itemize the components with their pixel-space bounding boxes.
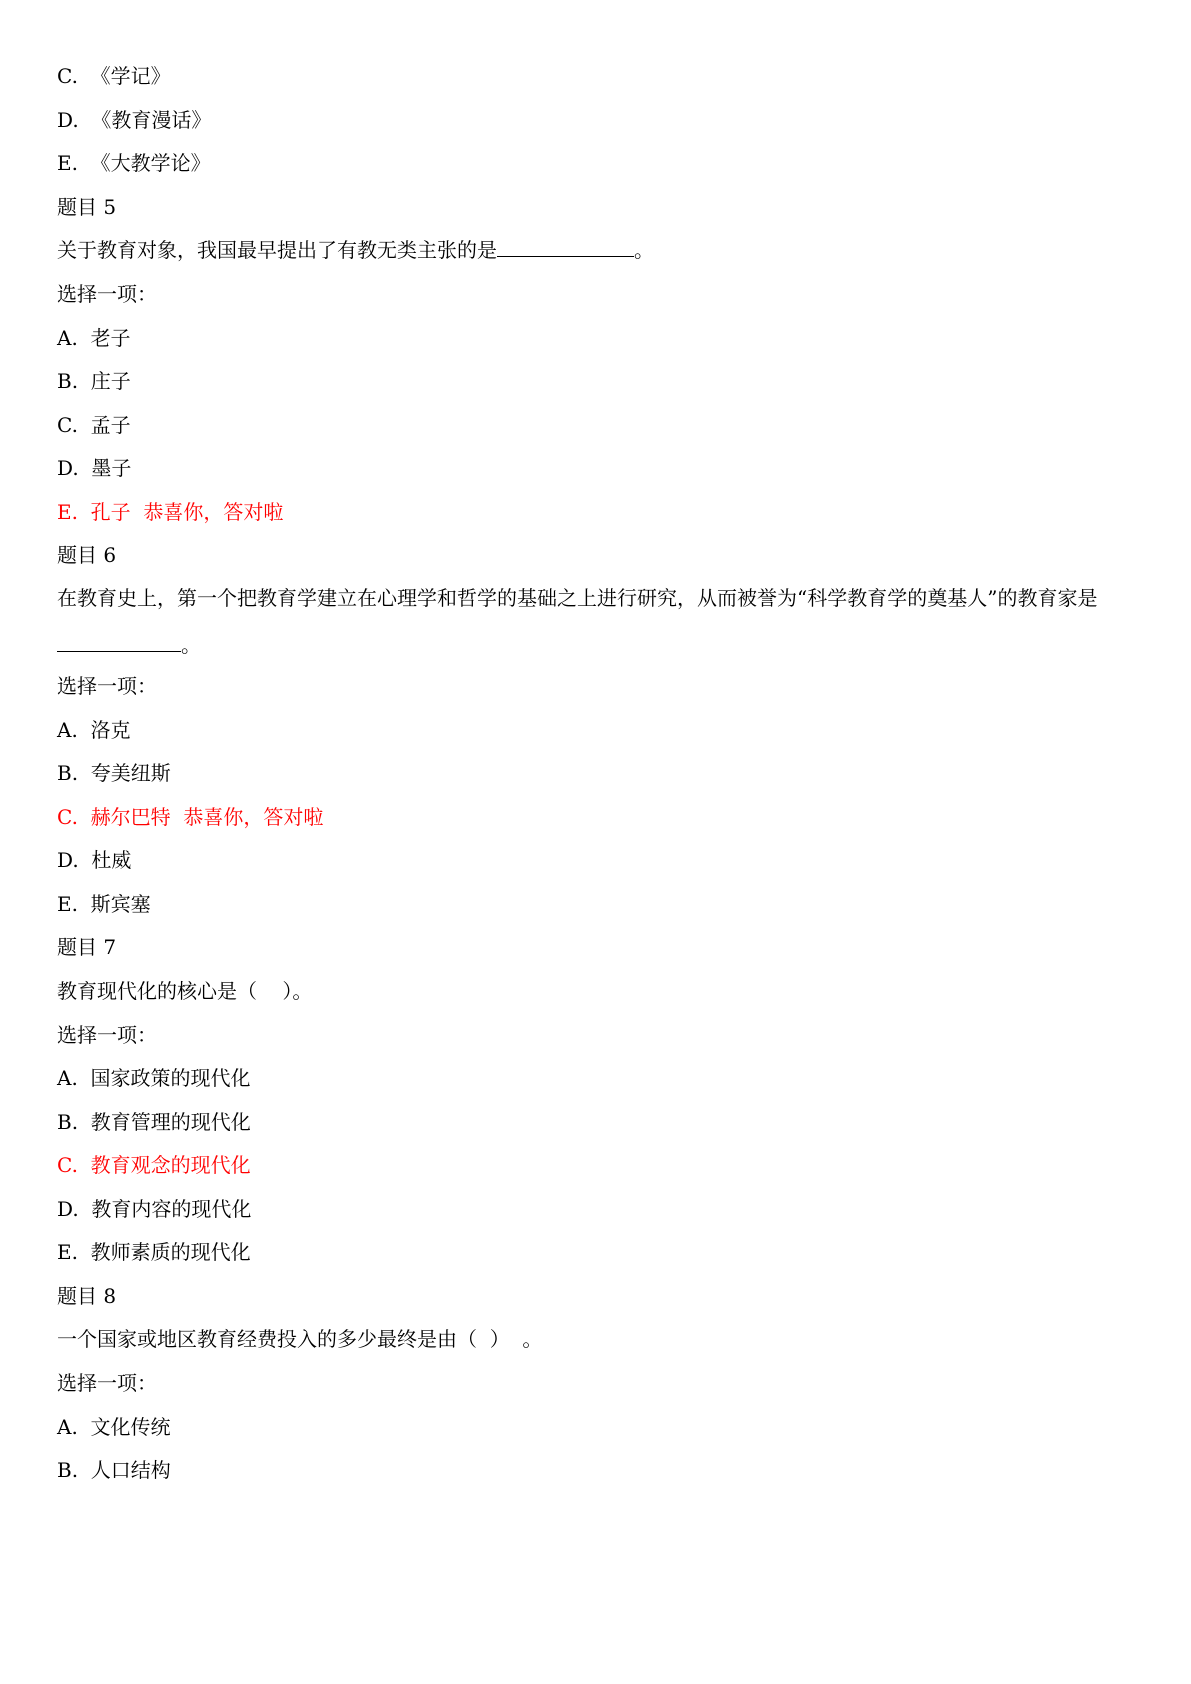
option-b: B. 庄子 (57, 369, 131, 393)
option-c-correct: C. 教育观念的现代化 (57, 1153, 251, 1177)
option-e: E. 教师素质的现代化 (57, 1240, 251, 1264)
option-b: B. 教育管理的现代化 (57, 1110, 251, 1134)
choose-one-label: 选择一项： (57, 674, 157, 698)
option-c-correct: C. 赫尔巴特 恭喜你，答对啦 (57, 805, 324, 829)
choose-one-label: 选择一项： (57, 282, 157, 306)
question-6-stem: 在教育史上，第一个把教育学建立在心理学和哲学的基础之上进行研究，从而被誉为“科学教育学的奠基人”的教育家是 (57, 586, 1098, 610)
question-7-heading: 题目 7 (57, 935, 117, 959)
option-d-jiaoyumanhua: D. 《教育漫话》 (57, 108, 212, 132)
question-8-heading: 题目 8 (57, 1284, 117, 1308)
option-d: D. 杜威 (57, 848, 132, 872)
option-a: A. 文化传统 (57, 1415, 171, 1439)
choose-one-label: 选择一项： (57, 1023, 157, 1047)
option-d: D. 教育内容的现代化 (57, 1197, 252, 1221)
option-c: C. 孟子 (57, 413, 131, 437)
option-a: A. 老子 (57, 326, 131, 350)
question-5-heading: 题目 5 (57, 195, 117, 219)
option-c-xueji: C. 《学记》 (57, 64, 171, 88)
answer-blank (497, 238, 634, 257)
question-6-end: 。 (181, 633, 201, 657)
question-5-end: 。 (634, 238, 654, 262)
question-7-text: 教育现代化的核心是（ ）。 (57, 979, 313, 1003)
option-e-dajiaoxuelun: E. 《大教学论》 (57, 151, 211, 175)
option-a: A. 国家政策的现代化 (57, 1066, 251, 1090)
question-5-text (57, 238, 654, 262)
answer-blank (57, 633, 181, 652)
option-a: A. 洛克 (57, 718, 131, 742)
option-b: B. 夸美纽斯 (57, 761, 171, 785)
option-d: D. 墨子 (57, 456, 132, 480)
question-8-text: 一个国家或地区教育经费投入的多少最终是由（ ） 。 (57, 1327, 543, 1351)
question-6-heading: 题目 6 (57, 543, 117, 567)
option-e-correct: E. 孔子 恭喜你，答对啦 (57, 500, 284, 524)
option-b: B. 人口结构 (57, 1458, 171, 1482)
question-6-text (57, 575, 1137, 669)
choose-one-label: 选择一项： (57, 1371, 157, 1395)
question-5-stem: 关于教育对象，我国最早提出了有教无类主张的是 (57, 238, 497, 262)
option-e: E. 斯宾塞 (57, 892, 151, 916)
